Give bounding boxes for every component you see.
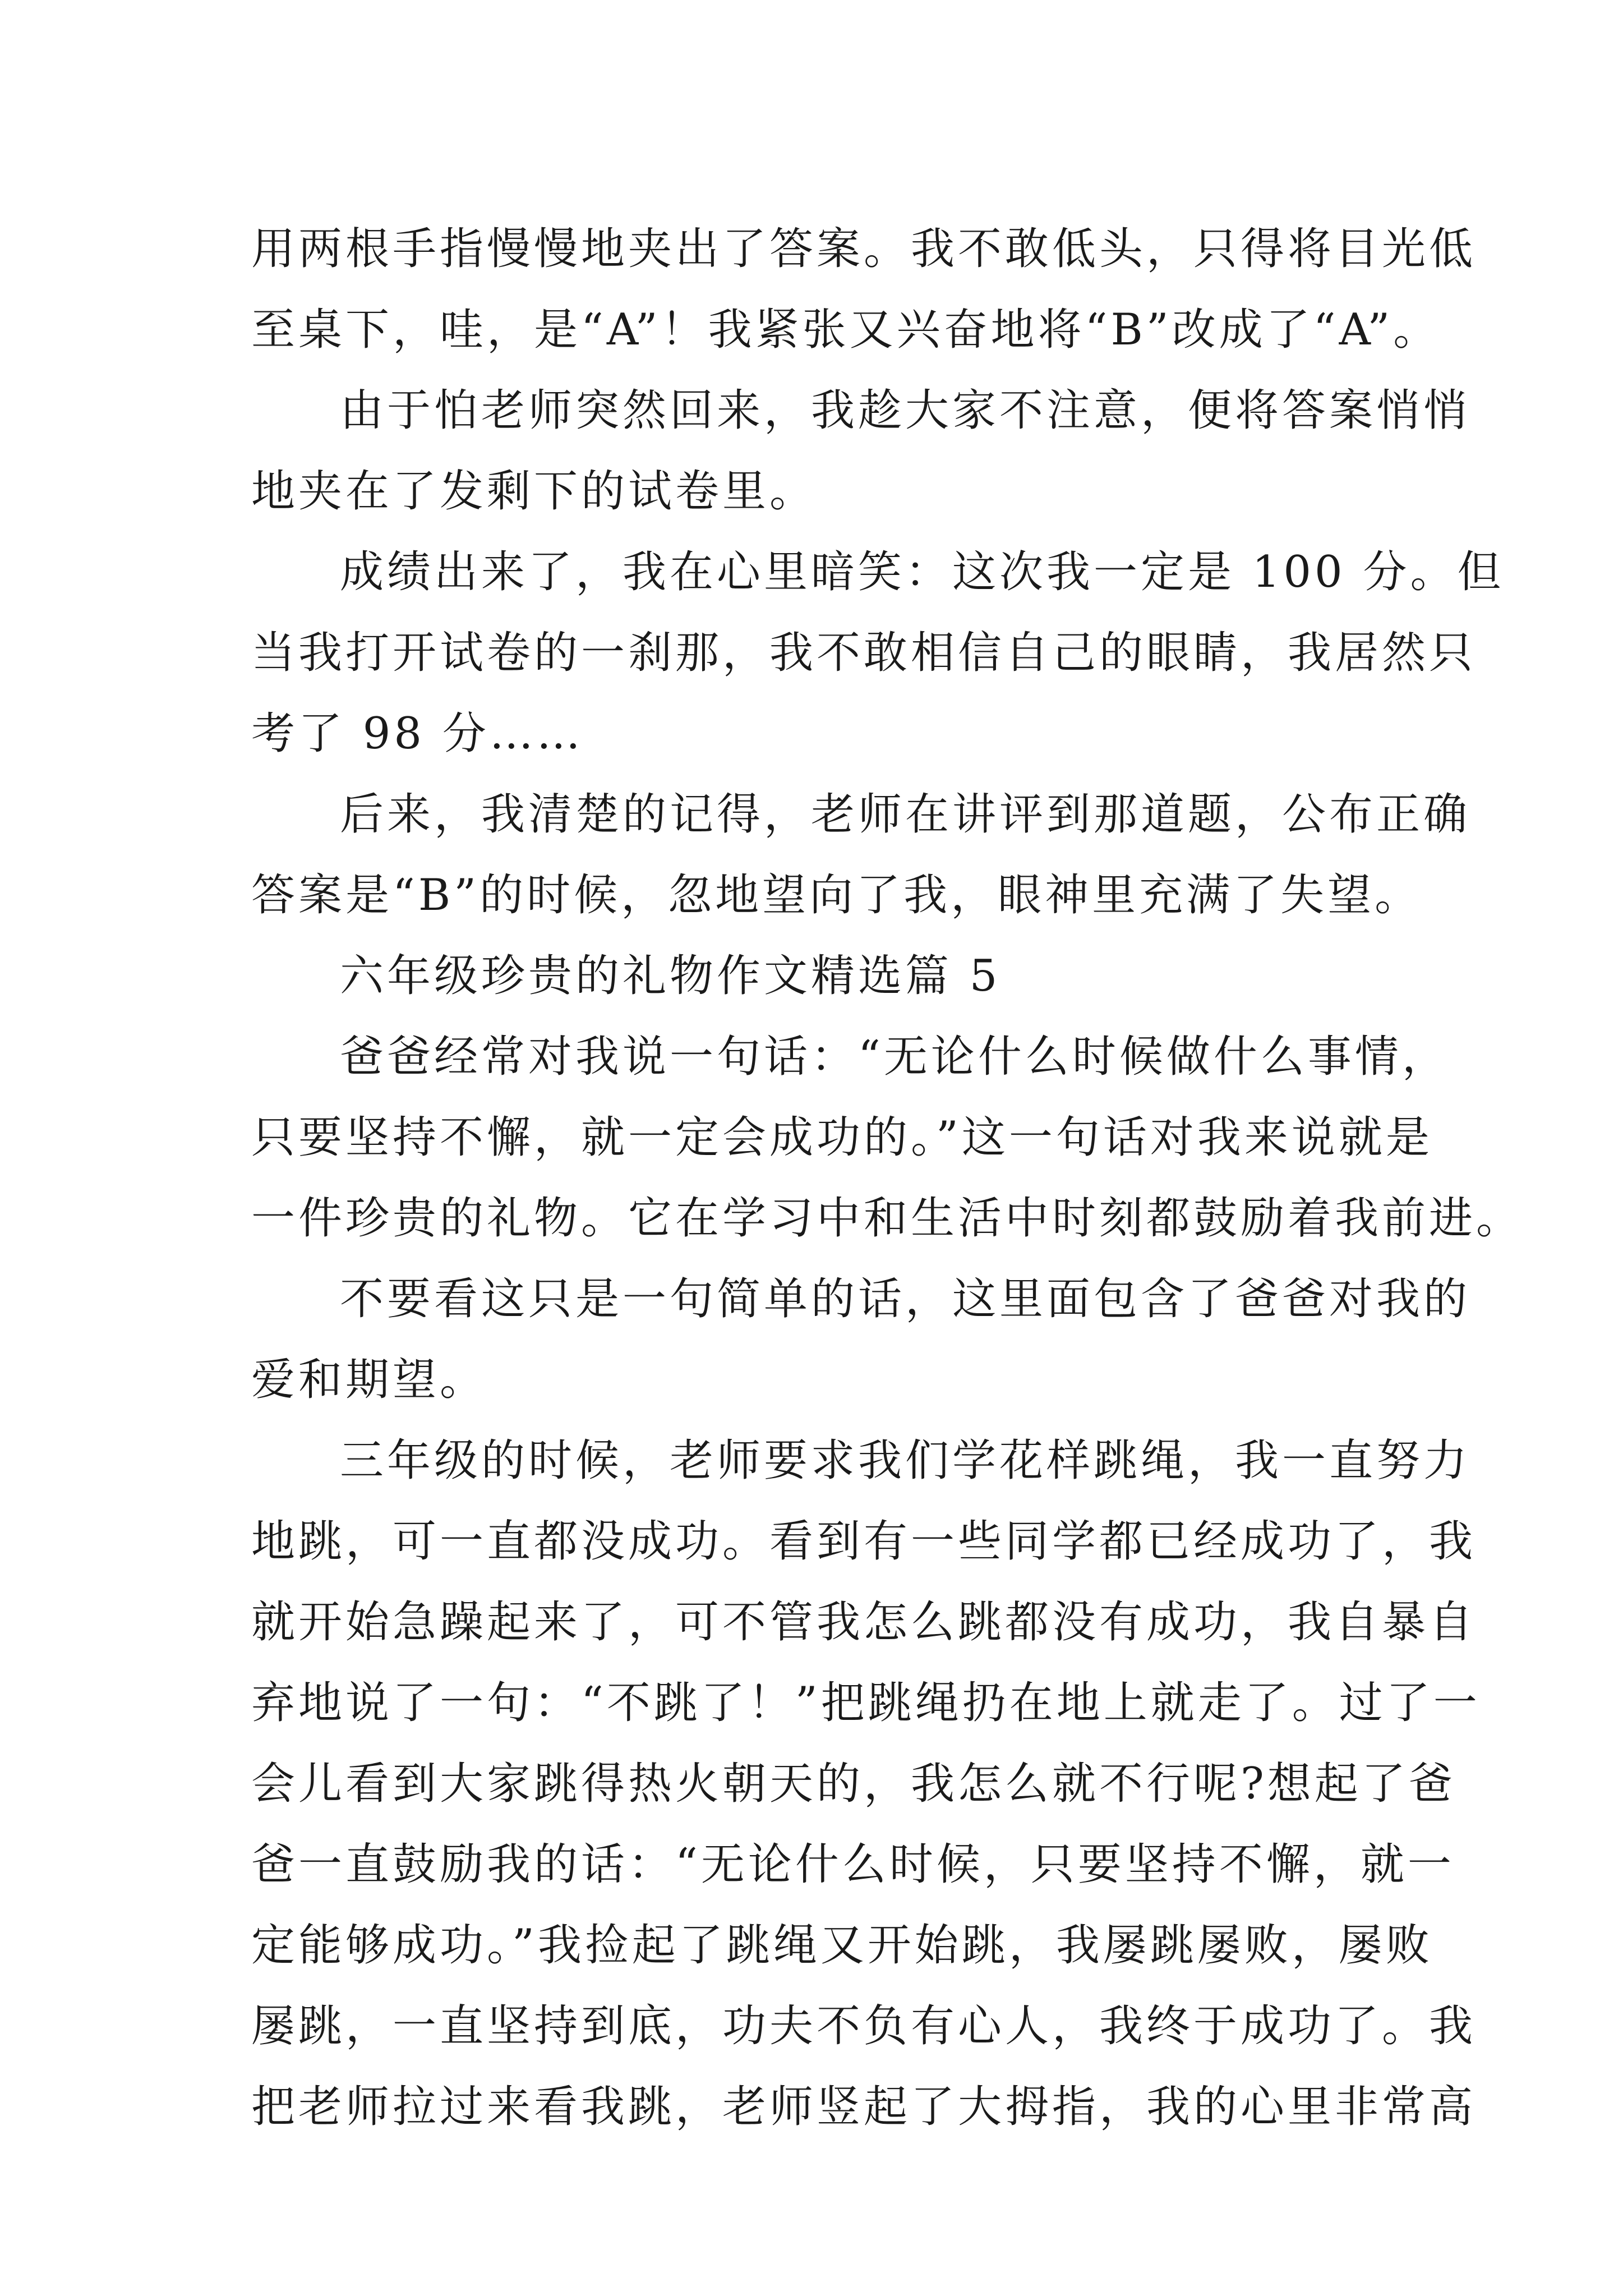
text-line: 爸一直鼓励我的话：“无论什么时候，只要坚持不懈，就一 [251,1839,1455,1890]
text-line: 爸爸经常对我说一句话：“无论什么时候做什么事情， [340,1032,1449,1082]
text-line: 地跳，可一直都没成功。看到有一些同学都已经成功了，我 [251,1516,1477,1567]
text-line: 弃地说了一句：“不跳了！”把跳绳扔在地上就走了。过了一 [251,1678,1481,1728]
text-line: 成绩出来了，我在心里暗笑：这次我一定是 100 分。但 [340,547,1505,597]
text-line: 用两根手指慢慢地夹出了答案。我不敢低头，只得将目光低 [251,224,1477,274]
text-line: 考了 98 分…… [251,708,584,759]
text-line: 后来，我清楚的记得，老师在讲评到那道题，公布正确 [340,789,1471,840]
text-line: 屡跳，一直坚持到底，功夫不负有心人，我终于成功了。我 [251,2001,1477,2051]
text-line: 定能够成功。”我捡起了跳绳又开始跳，我屡跳屡败，屡败 [251,1920,1433,1971]
text-line: 三年级的时候，老师要求我们学花样跳绳，我一直努力 [340,1435,1471,1486]
text-line: 地夹在了发剩下的试卷里。 [251,466,817,517]
text-line: 由于怕老师突然回来，我趁大家不注意，便将答案悄悄 [340,385,1471,436]
text-line: 就开始急躁起来了，可不管我怎么跳都没有成功，我自暴自 [251,1597,1477,1648]
text-line: 一件珍贵的礼物。它在学习中和生活中时刻都鼓励着我前进。 [251,1193,1524,1244]
text-line: 不要看这只是一句简单的话，这里面包含了爸爸对我的 [340,1274,1471,1324]
document-body [251,209,1524,2147]
text-line: 爱和期望。 [251,1355,487,1405]
text-line: 至桌下，哇，是“A”！我紧张又兴奋地将“B”改成了“A”。 [251,305,1441,355]
text-line: 会儿看到大家跳得热火朝天的，我怎么就不行呢?想起了爸 [251,1759,1456,1809]
text-line: 答案是“B”的时候，忽地望向了我，眼神里充满了失望。 [251,870,1422,921]
text-line: 当我打开试卷的一刹那，我不敢相信自己的眼睛，我居然只 [251,628,1477,678]
text-line: 把老师拉过来看我跳，老师竖起了大拇指，我的心里非常高 [251,2082,1477,2132]
text-line: 只要坚持不懈，就一定会成功的。”这一句话对我来说就是 [251,1112,1433,1163]
text-line: 六年级珍贵的礼物作文精选篇 5 [340,951,1001,1001]
